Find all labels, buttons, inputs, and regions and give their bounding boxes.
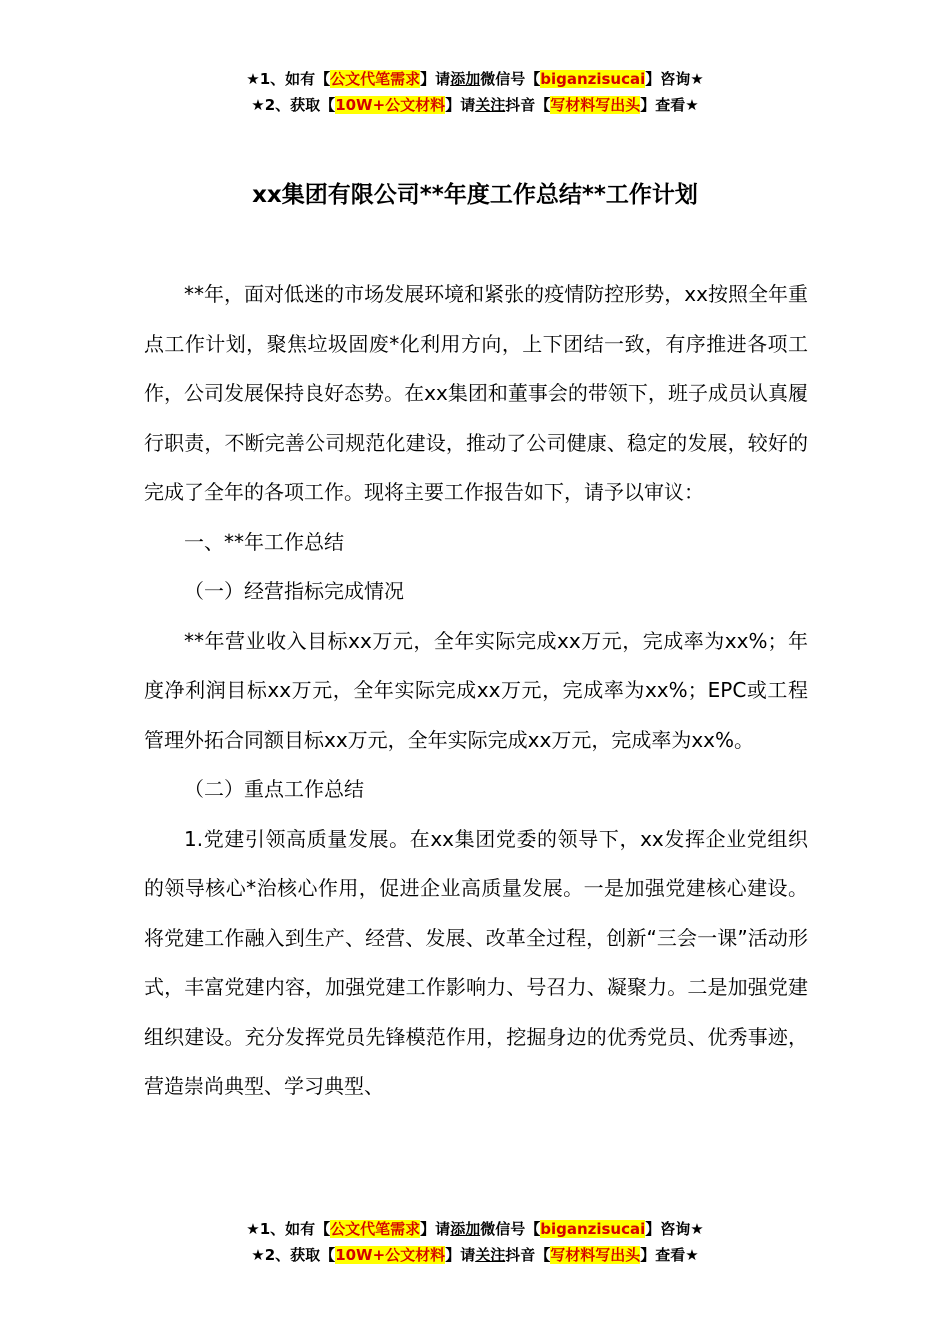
banner-line-1: ★1、如有【公文代笔需求】请添加微信号【biganzisucai】咨询★ bbox=[246, 70, 704, 88]
banner-line-1: ★1、如有【公文代笔需求】请添加微信号【biganzisucai】咨询★ bbox=[246, 1220, 704, 1238]
banner-highlight: 写材料写出头 bbox=[550, 1246, 641, 1264]
banner-highlight: biganzisucai bbox=[540, 70, 646, 88]
banner-highlight: 10W+公文材料 bbox=[335, 1246, 446, 1264]
banner-underline: 添加 bbox=[450, 70, 481, 88]
section-heading: 一、**年工作总结 bbox=[184, 529, 344, 554]
header-banner bbox=[0, 66, 950, 118]
footer-banner bbox=[0, 1216, 950, 1268]
banner-line-2: ★2、获取【10W+公文材料】请关注抖音【写材料写出头】查看★ bbox=[251, 96, 699, 114]
banner-highlight: 10W+公文材料 bbox=[335, 96, 446, 114]
banner-highlight: 写材料写出头 bbox=[550, 96, 641, 114]
subsection-heading: （一）经营指标完成情况 bbox=[184, 579, 404, 603]
document-title: xx集团有限公司**年度工作总结**工作计划 bbox=[252, 182, 698, 208]
body-paragraph: 1.党建引领高质量发展。在xx集团党委的领导下，xx发挥企业党组织的领导核心*治核心作用，促进企业高质量发展。一是加强党建核心建设。将党建工作融入到生产、经营、发展、改革全过程，创新“三会一课”活动形式，丰富党建内容，加强党建工作影响力、号召力、凝聚力。二是加强党建组织建设。充分发挥党员先锋模范作用，挖掘身边的优秀党员、优秀事迹，营造崇尚典型、学习典型、 bbox=[144, 826, 808, 1098]
banner-underline: 关注 bbox=[475, 96, 506, 114]
banner-highlight: 公文代笔需求 bbox=[330, 70, 421, 88]
banner-underline: 添加 bbox=[450, 1220, 481, 1238]
banner-underline: 关注 bbox=[475, 1246, 506, 1264]
body-paragraph: **年营业收入目标xx万元，全年实际完成xx万元，完成率为xx%；年度净利润目标xx万元，全年实际完成xx万元，完成率为xx%；EPC或工程管理外拓合同额目标xx万元，全年实际完成xx万元，完成率为xx%。 bbox=[144, 628, 808, 752]
document-body bbox=[144, 270, 808, 1112]
intro-paragraph: **年，面对低迷的市场发展环境和紧张的疫情防控形势，xx按照全年重点工作计划，聚焦垃圾固废*化利用方向，上下团结一致，有序推进各项工作，公司发展保持良好态势。在xx集团和董事会的带领下，班子成员认真履行职责，不断完善公司规范化建设，推动了公司健康、稳定的发展，较好的完成了全年的各项工作。现将主要工作报告如下，请予以审议： bbox=[144, 282, 808, 504]
subsection-heading: （二）重点工作总结 bbox=[184, 777, 364, 801]
banner-line-2: ★2、获取【10W+公文材料】请关注抖音【写材料写出头】查看★ bbox=[251, 1246, 699, 1264]
banner-highlight: 公文代笔需求 bbox=[330, 1220, 421, 1238]
banner-highlight: biganzisucai bbox=[540, 1220, 646, 1238]
